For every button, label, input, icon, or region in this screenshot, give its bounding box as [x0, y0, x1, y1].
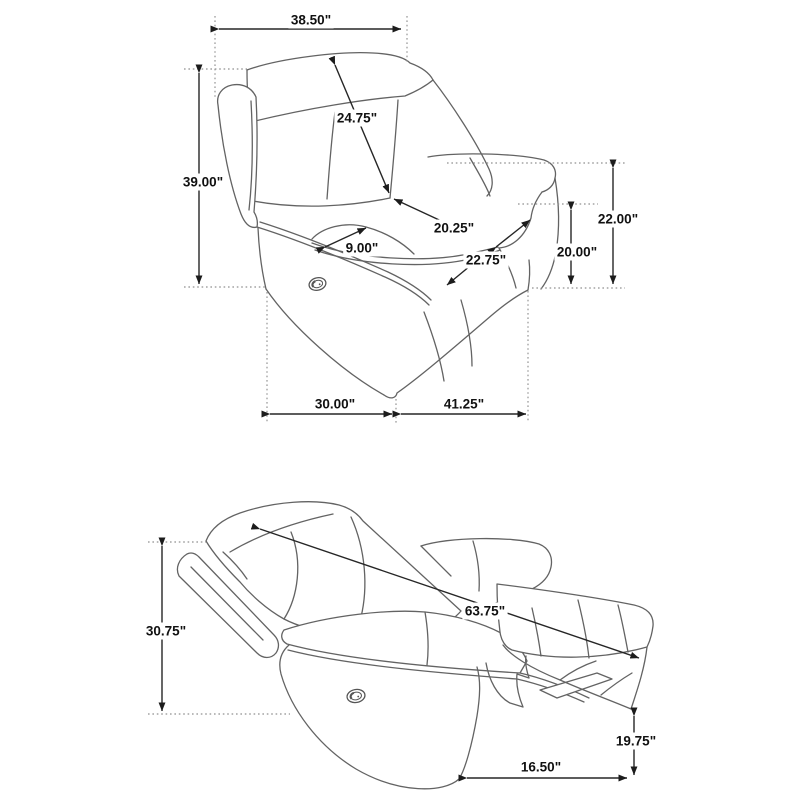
dim-label-footrest-height: 19.75": [615, 733, 657, 749]
power-button-icon: [346, 688, 366, 704]
dim-back-diagonal-line: [335, 65, 389, 193]
backrest-right-edge: [433, 80, 492, 196]
dim-label-seat-depth: 22.75": [465, 252, 507, 268]
base-left-edge: [258, 228, 266, 289]
reclined-seat: [282, 611, 527, 673]
dim-label-seat-width: 20.25": [433, 220, 475, 236]
reclined-armrest-left: [421, 546, 451, 576]
dim-label-arm-height: 22.00": [597, 211, 639, 227]
dim-label-reclined-length: 63.75": [464, 603, 506, 619]
footrest-crease-left: [424, 312, 444, 381]
dim-label-overall-width: 38.50": [290, 12, 332, 28]
backrest-seam-left: [327, 112, 335, 199]
chair-reclined-drawing: [177, 502, 653, 789]
upright-view: [184, 16, 627, 423]
back-seat-junction: [253, 198, 390, 206]
right-base-outer: [541, 252, 556, 289]
left-arm-piping-inner: [260, 222, 431, 300]
reclined-view: [145, 502, 653, 789]
dim-label-overall-height: 39.00": [182, 174, 224, 190]
chair-upright-drawing: [218, 53, 559, 398]
right-arm-outer-edge: [555, 178, 559, 252]
base-bottom-edge: [266, 289, 528, 398]
dim-label-back-diagonal: 24.75": [336, 110, 378, 126]
dim-label-reclined-height: 30.75": [145, 623, 187, 639]
backrest-seam-right: [390, 100, 398, 198]
dim-label-seat-height: 20.00": [556, 244, 598, 260]
base-right-corner: [528, 260, 530, 290]
dim-label-armrest-width: 9.00": [345, 240, 379, 256]
dim-label-base-left: 30.00": [314, 396, 356, 412]
dim-label-footrest-depth: 16.50": [520, 759, 562, 775]
reclined-armrest-seam: [473, 541, 479, 591]
dim-seat-depth-leader: [447, 266, 470, 285]
upright-dimension-lines: [199, 29, 613, 414]
footrest-top-face: [497, 584, 653, 657]
power-button-icon: [308, 276, 327, 292]
dim-label-base-right: 41.25": [443, 396, 485, 412]
